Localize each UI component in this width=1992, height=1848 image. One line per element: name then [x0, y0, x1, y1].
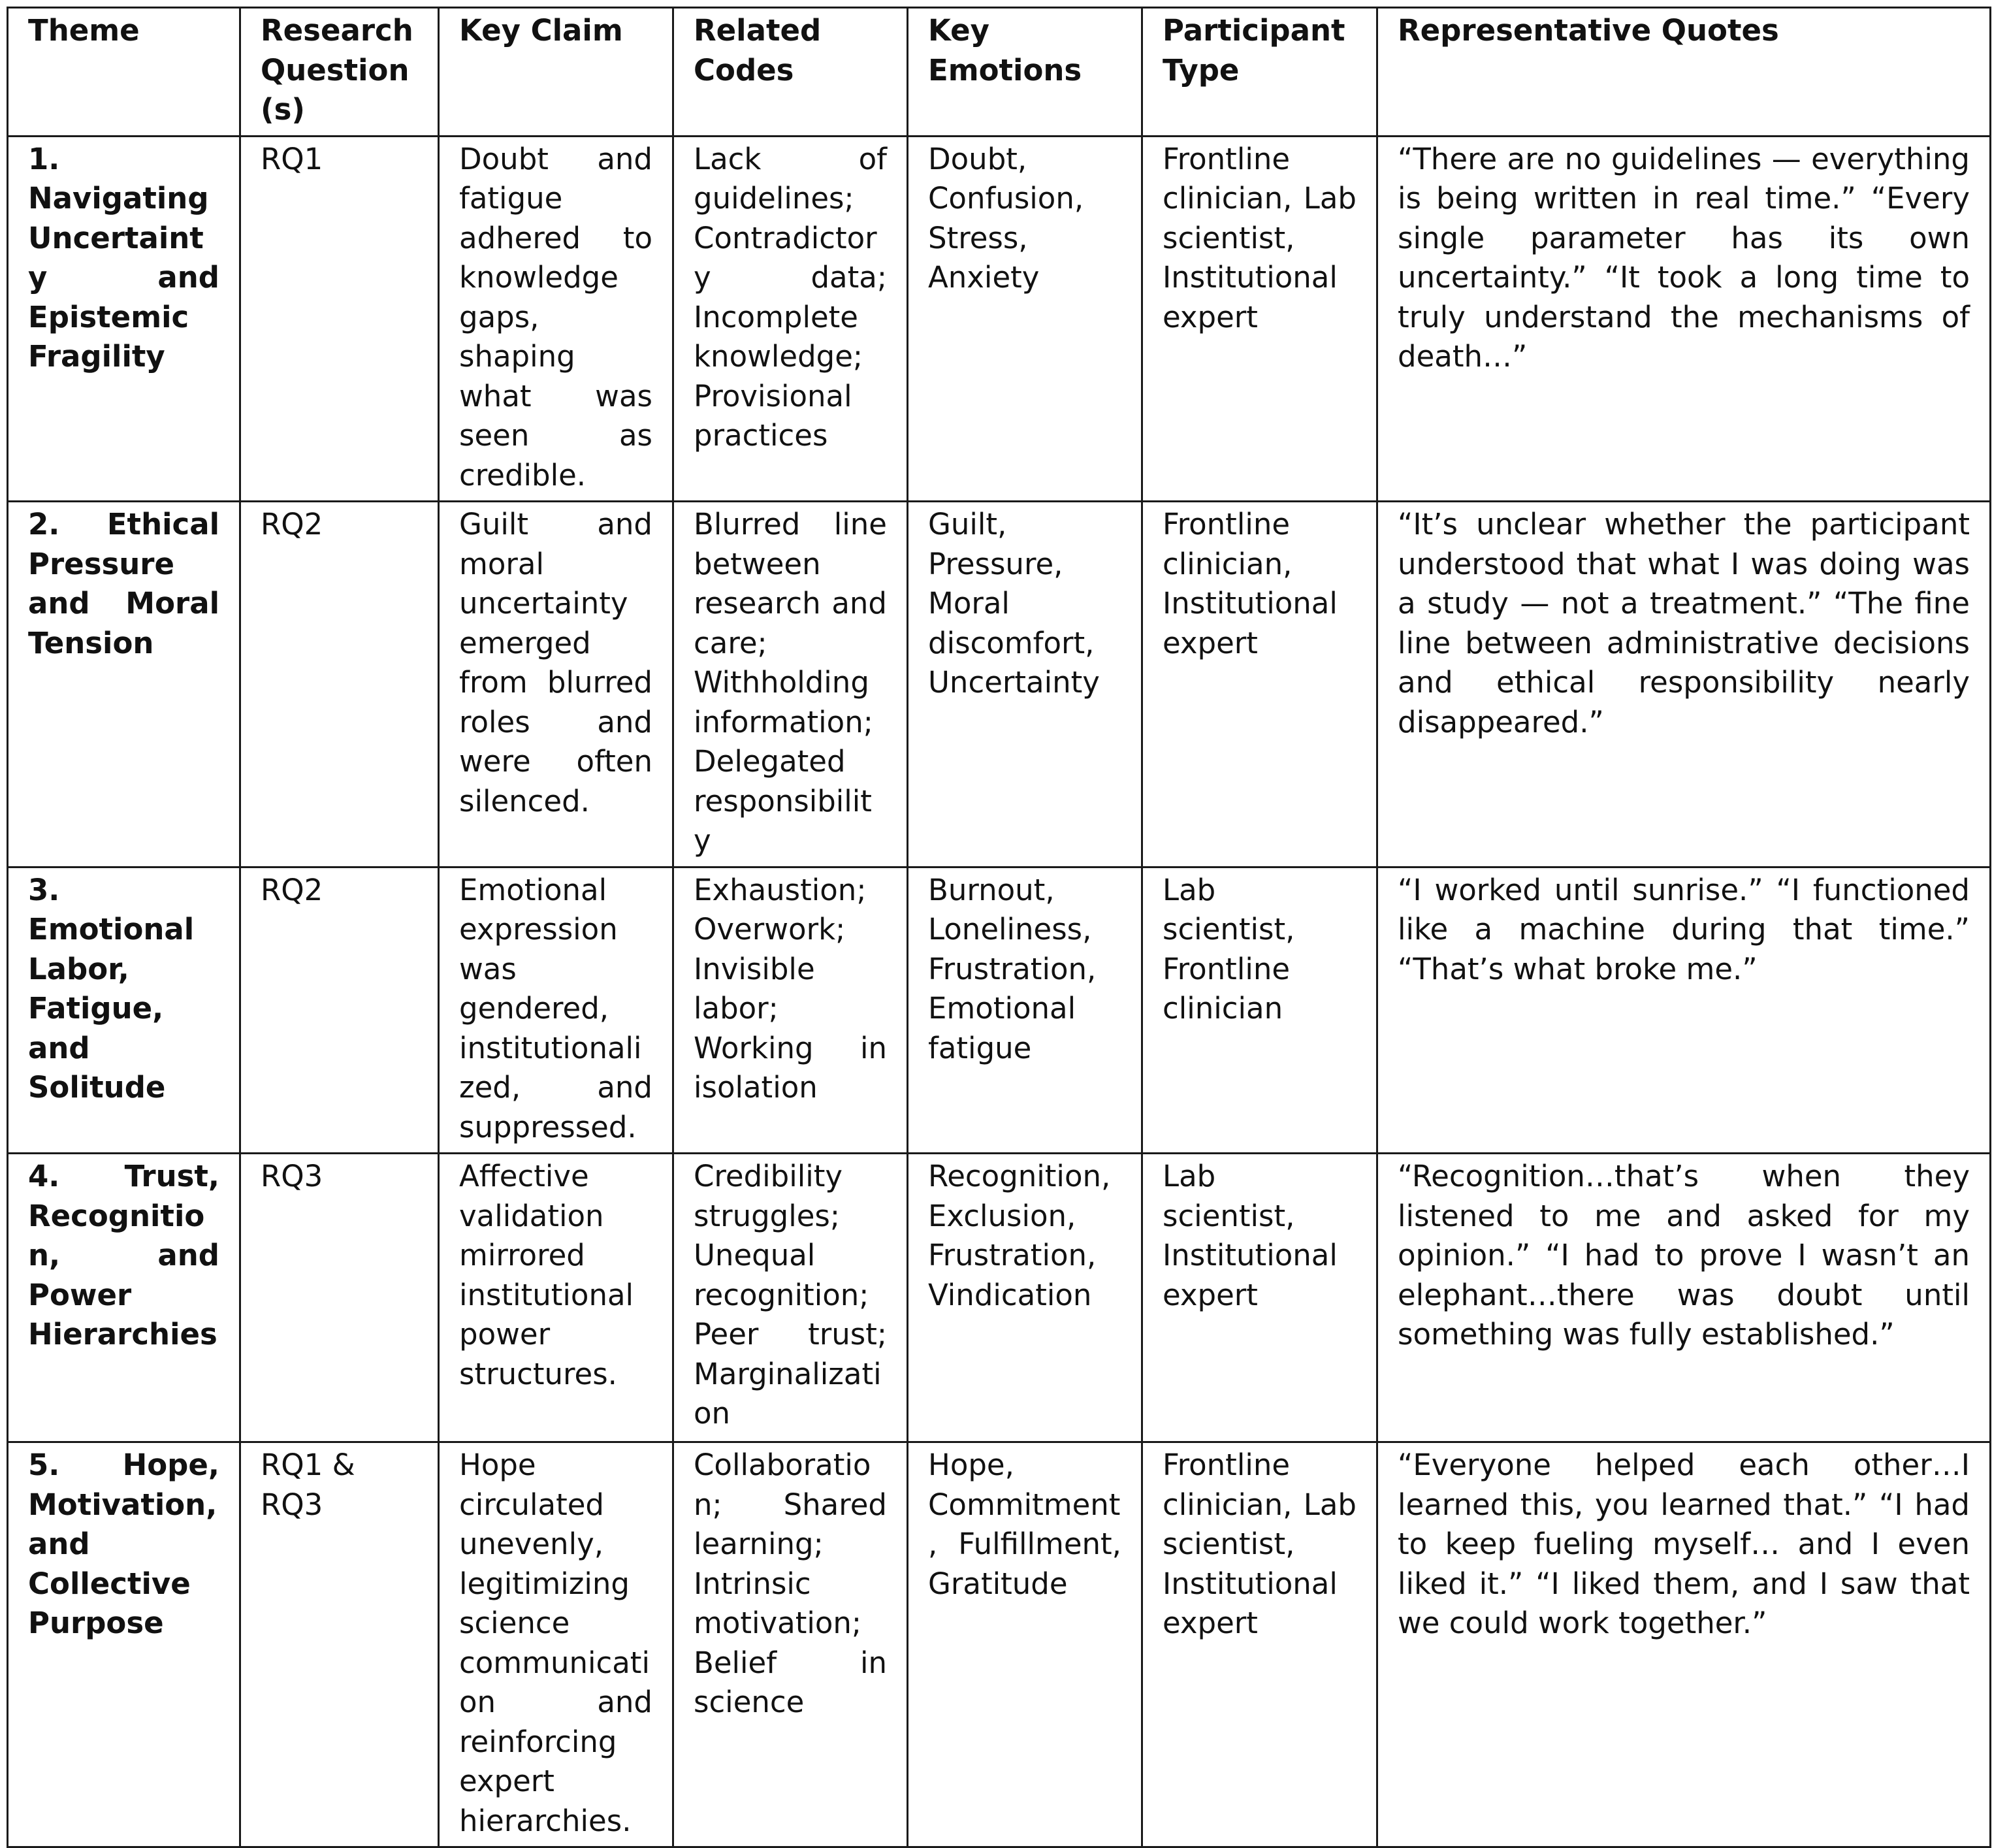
theme-cell: 5. Hope, Motivation, and Collective Purpose [8, 1442, 240, 1847]
research-question-cell: RQ2 [240, 867, 439, 1154]
research-question-cell: RQ3 [240, 1154, 439, 1442]
header-key-claim: Key Claim [439, 8, 673, 137]
related-codes-cell: Credibility struggles; Unequal recognition; Peer trust; Marginalization [673, 1154, 908, 1442]
key-claim-cell: Affective validation mirrored institutional power structures. [439, 1154, 673, 1442]
participant-type-cell: Frontline clinician, Lab scientist, Institutional expert [1142, 136, 1377, 502]
header-participant-type: Participant Type [1142, 8, 1377, 137]
representative-quotes-cell: “It’s unclear whether the participant understood that what I was doing was a study — not a treatment.” “The fine line between administrative decisions and ethical responsibility nearly disappeared.” [1377, 502, 1991, 867]
table-header-row [8, 8, 1991, 137]
theme-cell: 4. Trust, Recognition, and Power Hierarchies [8, 1154, 240, 1442]
key-emotions-cell: Doubt, Confusion, Stress, Anxiety [908, 136, 1142, 502]
related-codes-cell: Blurred line between research and care; Withholding information; Delegated responsibility [673, 502, 908, 867]
related-codes-cell: Exhaustion; Overwork; Invisible labor; Working in isolation [673, 867, 908, 1154]
theme-cell: 2. Ethical Pressure and Moral Tension [8, 502, 240, 867]
research-question-cell: RQ1 & RQ3 [240, 1442, 439, 1847]
table-row [8, 1154, 1991, 1442]
header-research-questions: Research Question(s) [240, 8, 439, 137]
key-claim-cell: Guilt and moral uncertainty emerged from blurred roles and were often silenced. [439, 502, 673, 867]
table-row [8, 136, 1991, 502]
header-representative-quotes: Representative Quotes [1377, 8, 1991, 137]
table-row [8, 1442, 1991, 1847]
theme-cell: 3. Emotional Labor, Fatigue, and Solitude [8, 867, 240, 1154]
representative-quotes-cell: “There are no guidelines — everything is being written in real time.” “Every single parameter has its own uncertainty.” “It took a long time to truly understand the mechanisms of death…” [1377, 136, 1991, 502]
table-row [8, 502, 1991, 867]
related-codes-cell: Lack of guidelines; Contradictory data; Incomplete knowledge; Provisional practices [673, 136, 908, 502]
related-codes-cell: Collaboration; Shared learning; Intrinsic motivation; Belief in science [673, 1442, 908, 1847]
theme-cell: 1. Navigating Uncertainty and Epistemic Fragility [8, 136, 240, 502]
research-question-cell: RQ1 [240, 136, 439, 502]
header-related-codes: Related Codes [673, 8, 908, 137]
participant-type-cell: Frontline clinician, Lab scientist, Institutional expert [1142, 1442, 1377, 1847]
key-claim-cell: Emotional expression was gendered, institutionalized, and suppressed. [439, 867, 673, 1154]
key-emotions-cell: Guilt, Pressure, Moral discomfort, Uncertainty [908, 502, 1142, 867]
representative-quotes-cell: “Everyone helped each other…I learned this, you learned that.” “I had to keep fueling myself… and I even liked it.” “I liked them, and I saw that we could work together.” [1377, 1442, 1991, 1847]
research-question-cell: RQ2 [240, 502, 439, 867]
key-emotions-cell: Burnout, Loneliness, Frustration, Emotional fatigue [908, 867, 1142, 1154]
participant-type-cell: Frontline clinician, Institutional expert [1142, 502, 1377, 867]
table-row [8, 867, 1991, 1154]
key-claim-cell: Hope circulated unevenly, legitimizing science communication and reinforcing expert hierarchies. [439, 1442, 673, 1847]
header-theme: Theme [8, 8, 240, 137]
key-emotions-cell: Recognition, Exclusion, Frustration, Vindication [908, 1154, 1142, 1442]
participant-type-cell: Lab scientist, Institutional expert [1142, 1154, 1377, 1442]
representative-quotes-cell: “Recognition…that’s when they listened to me and asked for my opinion.” “I had to prove I wasn’t an elephant…there was doubt until something was fully established.” [1377, 1154, 1991, 1442]
participant-type-cell: Lab scientist, Frontline clinician [1142, 867, 1377, 1154]
key-claim-cell: Doubt and fatigue adhered to knowledge gaps, shaping what was seen as credible. [439, 136, 673, 502]
representative-quotes-cell: “I worked until sunrise.” “I functioned like a machine during that time.” “That’s what broke me.” [1377, 867, 1991, 1154]
themes-table [7, 7, 1991, 1848]
key-emotions-cell: Hope, Commitment, Fulfillment, Gratitude [908, 1442, 1142, 1847]
header-key-emotions: Key Emotions [908, 8, 1142, 137]
